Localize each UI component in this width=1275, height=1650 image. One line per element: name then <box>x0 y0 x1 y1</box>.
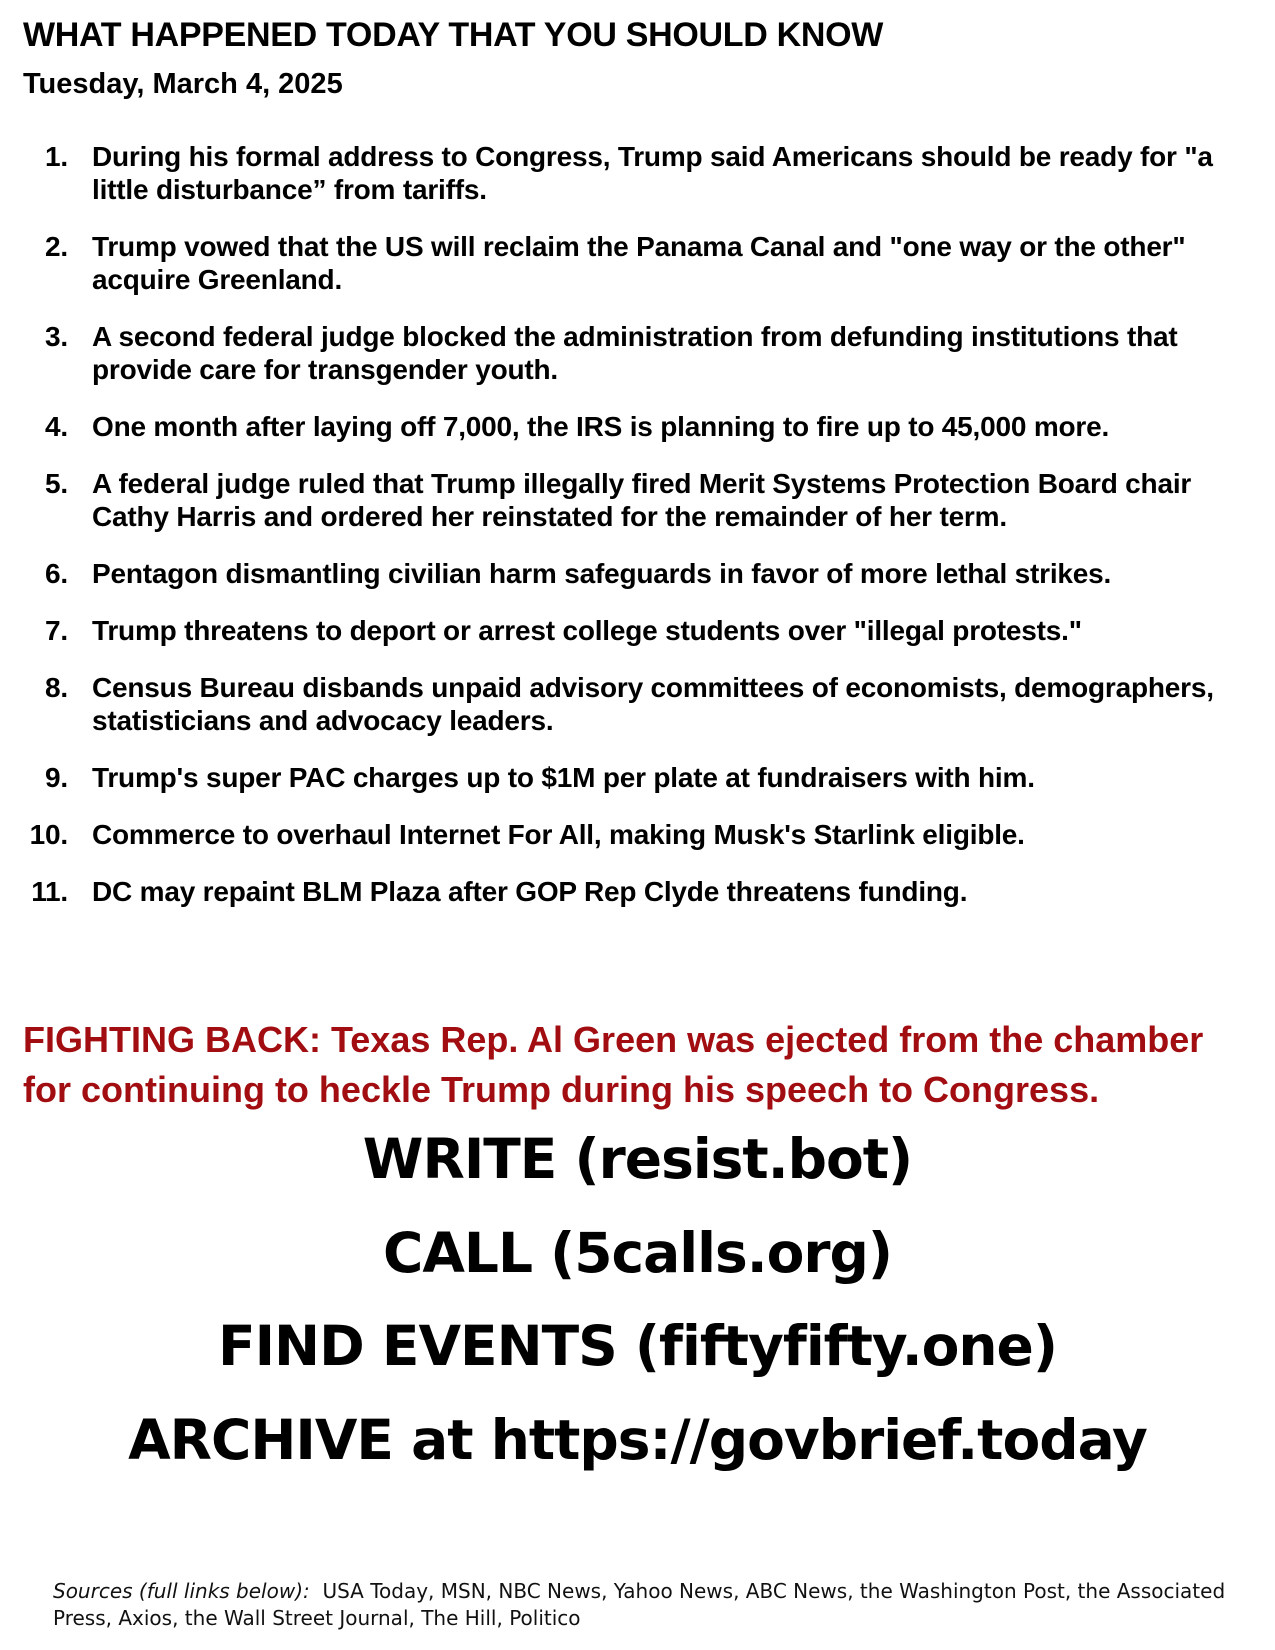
item-number: 1. <box>45 141 68 172</box>
sources-list: USA Today, MSN, NBC News, Yahoo News, ABC News, the Washington Post, the Associated Press, Axios, the Wall Street Journal, The Hill, Politico <box>53 1579 1226 1630</box>
list-item <box>24 875 1224 908</box>
page-title: WHAT HAPPENED TODAY THAT YOU SHOULD KNOW <box>23 16 884 54</box>
item-number: 5. <box>45 468 68 499</box>
item-text: Trump's super PAC charges up to $1M per plate at fundraisers with him. <box>92 762 1035 793</box>
item-text: A federal judge ruled that Trump illegally fired Merit Systems Protection Board chair Cathy Harris and ordered her reinstated for the remainder of her term. <box>92 468 1192 532</box>
item-text: Trump vowed that the US will reclaim the Panama Canal and "one way or the other" acquire Greenland. <box>92 231 1186 295</box>
list-item <box>24 557 1224 590</box>
item-number: 9. <box>45 762 68 793</box>
item-text: Trump threatens to deport or arrest college students over "illegal protests." <box>92 615 1082 646</box>
item-text: Pentagon dismantling civilian harm safeguards in favor of more lethal strikes. <box>92 558 1112 589</box>
item-number: 11. <box>31 876 68 907</box>
item-number: 6. <box>45 558 68 589</box>
item-number: 3. <box>45 321 68 352</box>
list-item <box>24 818 1224 851</box>
item-text: During his formal address to Congress, Trump said Americans should be ready for "a little disturbance” from tariffs. <box>92 141 1213 205</box>
archive-cta[interactable]: ARCHIVE at https://govbrief.today <box>128 1408 1147 1472</box>
item-number: 4. <box>45 411 68 442</box>
list-item <box>24 410 1224 443</box>
item-number: 7. <box>45 615 68 646</box>
list-item <box>24 671 1224 737</box>
page-date: Tuesday, March 4, 2025 <box>23 68 343 100</box>
item-text: Census Bureau disbands unpaid advisory committees of economists, demographers, statisticians and advocacy leaders. <box>92 672 1214 736</box>
list-item <box>24 230 1224 296</box>
sources-label: Sources (full links below): <box>53 1579 310 1603</box>
item-text: Commerce to overhaul Internet For All, making Musk's Starlink eligible. <box>92 819 1025 850</box>
item-text: One month after laying off 7,000, the IRS is planning to fire up to 45,000 more. <box>92 411 1110 442</box>
find-events-cta[interactable]: FIND EVENTS (fiftyfifty.one) <box>218 1314 1057 1378</box>
write-cta[interactable]: WRITE (resist.bot) <box>362 1127 913 1191</box>
call-cta[interactable]: CALL (5calls.org) <box>382 1221 893 1285</box>
list-item <box>24 467 1224 533</box>
sources-note <box>53 1578 1233 1632</box>
item-text: A second federal judge blocked the administration from defunding institutions that provide care for transgender youth. <box>92 321 1178 385</box>
list-item <box>24 614 1224 647</box>
item-number: 2. <box>45 231 68 262</box>
item-number: 8. <box>45 672 68 703</box>
item-number: 10. <box>29 819 68 850</box>
list-item <box>24 320 1224 386</box>
list-item <box>24 140 1224 206</box>
item-text: DC may repaint BLM Plaza after GOP Rep Clyde threatens funding. <box>92 876 968 907</box>
news-list <box>24 140 1224 932</box>
list-item <box>24 761 1224 794</box>
fighting-back-callout: FIGHTING BACK: Texas Rep. Al Green was ejected from the chamber for continuing to heckle Trump during his speech to Congress. <box>23 1019 1204 1110</box>
